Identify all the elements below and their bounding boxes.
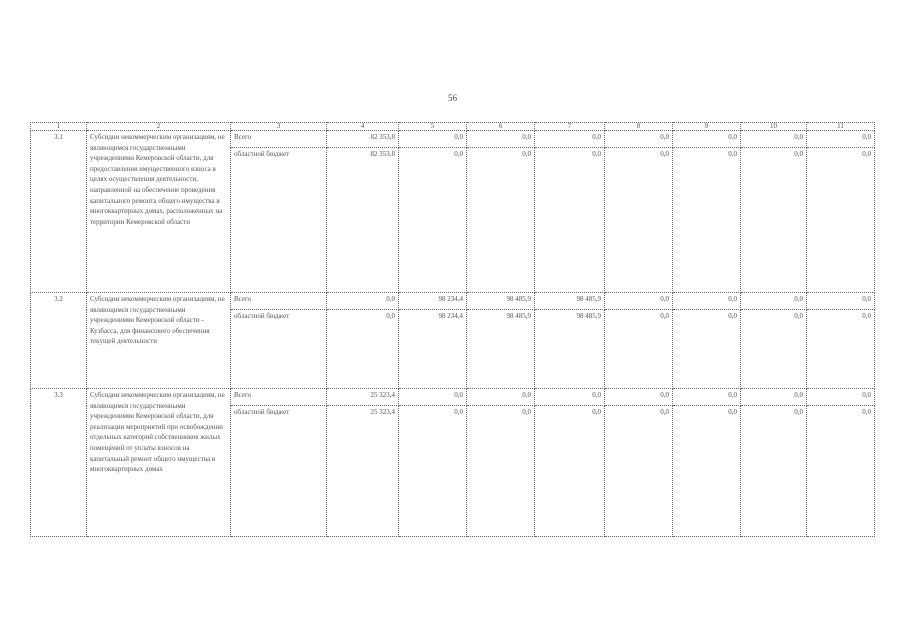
table-row: [31, 131, 875, 148]
value-cell: 0,0: [741, 310, 807, 389]
funding-source: областной бюджет: [231, 148, 327, 293]
value-cell: 25 323,4: [327, 389, 399, 406]
value-cell: 0,0: [807, 293, 875, 310]
value-cell: 98 485,9: [467, 310, 535, 389]
value-cell: 0,0: [741, 293, 807, 310]
value-cell: 0,0: [673, 131, 741, 148]
header-cell: 2: [87, 123, 231, 131]
value-cell: 0,0: [807, 406, 875, 537]
value-cell: 0,0: [807, 148, 875, 293]
table-row: [31, 293, 875, 310]
value-cell: 0,0: [807, 131, 875, 148]
value-cell: 0,0: [673, 406, 741, 537]
value-cell: 0,0: [741, 406, 807, 537]
value-cell: 0,0: [807, 389, 875, 406]
value-cell: 98 485,9: [467, 293, 535, 310]
value-cell: 0,0: [399, 131, 467, 148]
value-cell: 0,0: [741, 131, 807, 148]
header-cell: 7: [535, 123, 605, 131]
header-cell: 5: [399, 123, 467, 131]
header-cell: 3: [231, 123, 327, 131]
value-cell: 0,0: [467, 406, 535, 537]
value-cell: 25 323,4: [327, 406, 399, 537]
budget-table: [30, 122, 875, 537]
header-cell: 1: [31, 123, 87, 131]
value-cell: 98 485,9: [535, 293, 605, 310]
value-cell: 0,0: [467, 148, 535, 293]
funding-source: Всего: [231, 389, 327, 406]
header-row: [31, 123, 875, 131]
value-cell: 0,0: [741, 389, 807, 406]
value-cell: 0,0: [399, 389, 467, 406]
row-code: 3.1: [31, 131, 87, 293]
value-cell: 0,0: [605, 406, 673, 537]
value-cell: 0,0: [535, 131, 605, 148]
value-cell: 0,0: [605, 389, 673, 406]
header-cell: 4: [327, 123, 399, 131]
value-cell: 0,0: [327, 293, 399, 310]
value-cell: 0,0: [535, 406, 605, 537]
header-cell: 6: [467, 123, 535, 131]
value-cell: 0,0: [673, 310, 741, 389]
funding-source: областной бюджет: [231, 310, 327, 389]
row-code: 3.2: [31, 293, 87, 389]
value-cell: 0,0: [605, 293, 673, 310]
row-description: Субсидии некоммерческим организациям, не являющимся государственными учреждениями Кемеровской области - Кузбасса, для финансового обеспечения текущей деятельности: [87, 293, 231, 389]
header-cell: 11: [807, 123, 875, 131]
row-description: Субсидии некоммерческим организациям, не являющимся государственными учреждениями Кемеровской области, для предоставления имущественного взноса в целях осуществления деятельности, направленной на обеспечение проведения капитального ремонта общего имущества в многоквартирных домах, расположенных на территории Кемеровской области: [87, 131, 231, 293]
value-cell: 98 234,4: [399, 310, 467, 389]
value-cell: 0,0: [535, 148, 605, 293]
value-cell: 0,0: [399, 148, 467, 293]
row-code: 3.3: [31, 389, 87, 537]
value-cell: 0,0: [535, 389, 605, 406]
table-row: [31, 389, 875, 406]
funding-source: Всего: [231, 131, 327, 148]
header-cell: 10: [741, 123, 807, 131]
value-cell: 0,0: [605, 131, 673, 148]
value-cell: 0,0: [327, 310, 399, 389]
value-cell: 0,0: [807, 310, 875, 389]
value-cell: 0,0: [399, 406, 467, 537]
value-cell: 0,0: [673, 389, 741, 406]
value-cell: 0,0: [467, 131, 535, 148]
value-cell: 0,0: [673, 148, 741, 293]
funding-source: областной бюджет: [231, 406, 327, 537]
page-number: 56: [448, 93, 457, 103]
row-description: Субсидии некоммерческим организациям, не являющимся государственными учреждениями Кемеровской области, для реализации мероприятий при освобождении отдельных категорий собственников жилых помещений от уплаты взносов на капитальный ремонт общего имущества в многоквартирных домах: [87, 389, 231, 537]
value-cell: 0,0: [673, 293, 741, 310]
value-cell: 0,0: [605, 148, 673, 293]
value-cell: 98 485,9: [535, 310, 605, 389]
value-cell: 0,0: [467, 389, 535, 406]
value-cell: 98 234,4: [399, 293, 467, 310]
header-cell: 9: [673, 123, 741, 131]
header-cell: 8: [605, 123, 673, 131]
funding-source: Всего: [231, 293, 327, 310]
value-cell: 82 353,8: [327, 131, 399, 148]
value-cell: 82 353,8: [327, 148, 399, 293]
value-cell: 0,0: [741, 148, 807, 293]
value-cell: 0,0: [605, 310, 673, 389]
